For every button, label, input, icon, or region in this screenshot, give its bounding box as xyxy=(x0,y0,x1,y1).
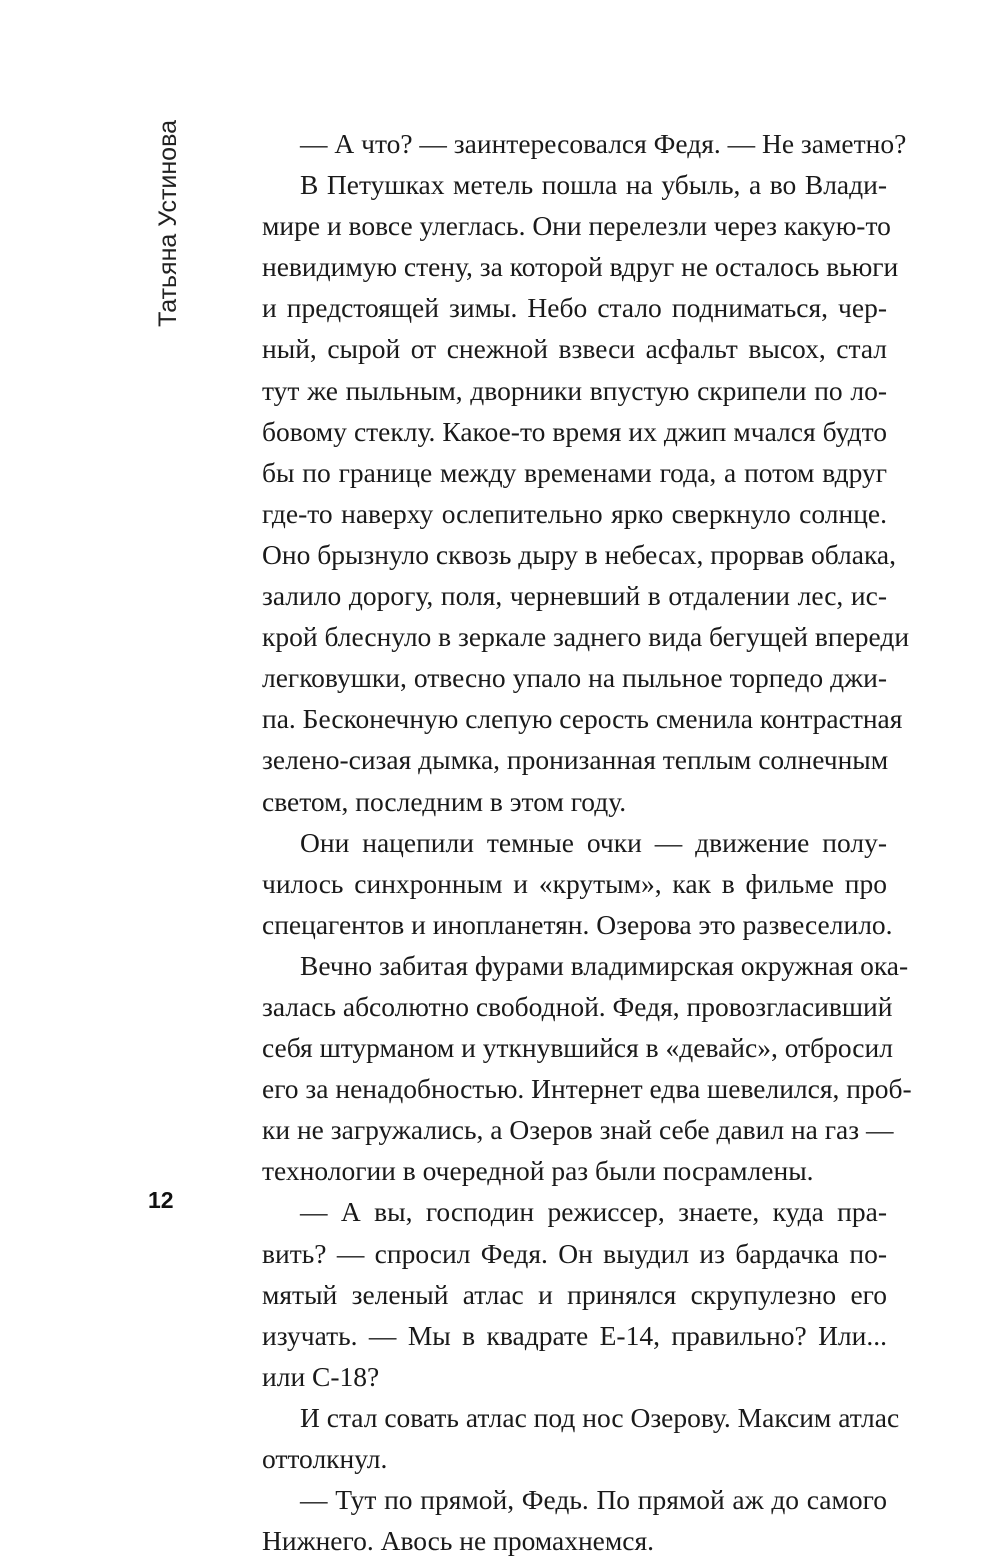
text-line: легковушки, отвесно упало на пыльное торпедо джи- xyxy=(262,662,887,694)
page-number: 12 xyxy=(148,1187,174,1213)
text-line: Оно брызнуло сквозь дыру в небесах, прорвав облака, xyxy=(262,538,896,570)
text-line: мире и вовсе улеглась. Они перелезли через какую-то xyxy=(262,210,891,242)
text-line: бовому стеклу. Какое-то время их джип мчался будто xyxy=(262,415,887,447)
text-line: ки не загружались, а Озеров знай себе давил на газ — xyxy=(262,1114,894,1146)
text-line: Нижнего. Авось не промахнемся. xyxy=(262,1525,655,1557)
text-line: крой блеснуло в зеркале заднего вида бегущей впереди xyxy=(262,621,910,653)
text-line: оттолкнул. xyxy=(262,1443,388,1474)
text-line: технологии в очередной раз были посрамлены. xyxy=(262,1155,814,1187)
text-line: спецагентов и инопланетян. Озерова это развеселило. xyxy=(262,908,893,940)
body-text xyxy=(262,123,912,1561)
text-line: чилось синхронным и «крутым», как в фильме про xyxy=(262,867,887,899)
text-line: изучать. — Мы в квадрате Е-14, правильно? Или... xyxy=(262,1319,887,1351)
text-line: невидимую стену, за которой вдруг не осталось вьюги xyxy=(262,251,899,283)
text-line: ный, сырой от снежной взвеси асфальт высох, стал xyxy=(262,333,887,365)
text-line: залась абсолютно свободной. Федя, провозгласивший xyxy=(262,990,893,1022)
running-head: Татьяна Устинова xyxy=(154,120,182,327)
text-line: или С-18? xyxy=(262,1360,380,1392)
text-line: светом, последним в этом году. xyxy=(262,785,627,817)
text-line: тут же пыльным, дворники впустую скрипели по ло- xyxy=(262,374,887,406)
text-line: зелено-сизая дымка, пронизанная теплым солнечным xyxy=(262,744,889,776)
text-line: мятый зеленый атлас и принялся скрупулезно его xyxy=(262,1278,887,1310)
text-line: залило дорогу, поля, черневший в отдалении лес, ис- xyxy=(262,580,887,612)
text-line: па. Бесконечную слепую серость сменила контрастная xyxy=(262,703,903,735)
text-line: и предстоящей зимы. Небо стало подниматься, чер- xyxy=(262,292,887,324)
text-line: бы по границе между временами года, а потом вдруг xyxy=(262,456,887,488)
text-line: Они нацепили темные очки — движение полу- xyxy=(300,826,887,858)
text-line: — А что? — заинтересовался Федя. — Не заметно? xyxy=(300,128,907,159)
text-line: И стал совать атлас под нос Озерову. Максим атлас xyxy=(300,1401,900,1433)
text-line: его за ненадобностью. Интернет едва шевелился, проб- xyxy=(262,1073,912,1105)
text-line: себя штурманом и уткнувшийся в «девайс», отбросил xyxy=(262,1032,893,1064)
text-line: Вечно забитая фурами владимирская окружная ока- xyxy=(300,949,909,981)
text-line: — Тут по прямой, Федь. По прямой аж до самого xyxy=(300,1484,887,1516)
text-line: где-то наверху ослепительно ярко сверкнуло солнце. xyxy=(262,497,887,529)
text-line: — А вы, господин режиссер, знаете, куда пра- xyxy=(300,1196,887,1228)
text-line: вить? — спросил Федя. Он выудил из бардачка по- xyxy=(262,1237,887,1269)
text-line: В Петушках метель пошла на убыль, а во Влади- xyxy=(300,169,887,201)
